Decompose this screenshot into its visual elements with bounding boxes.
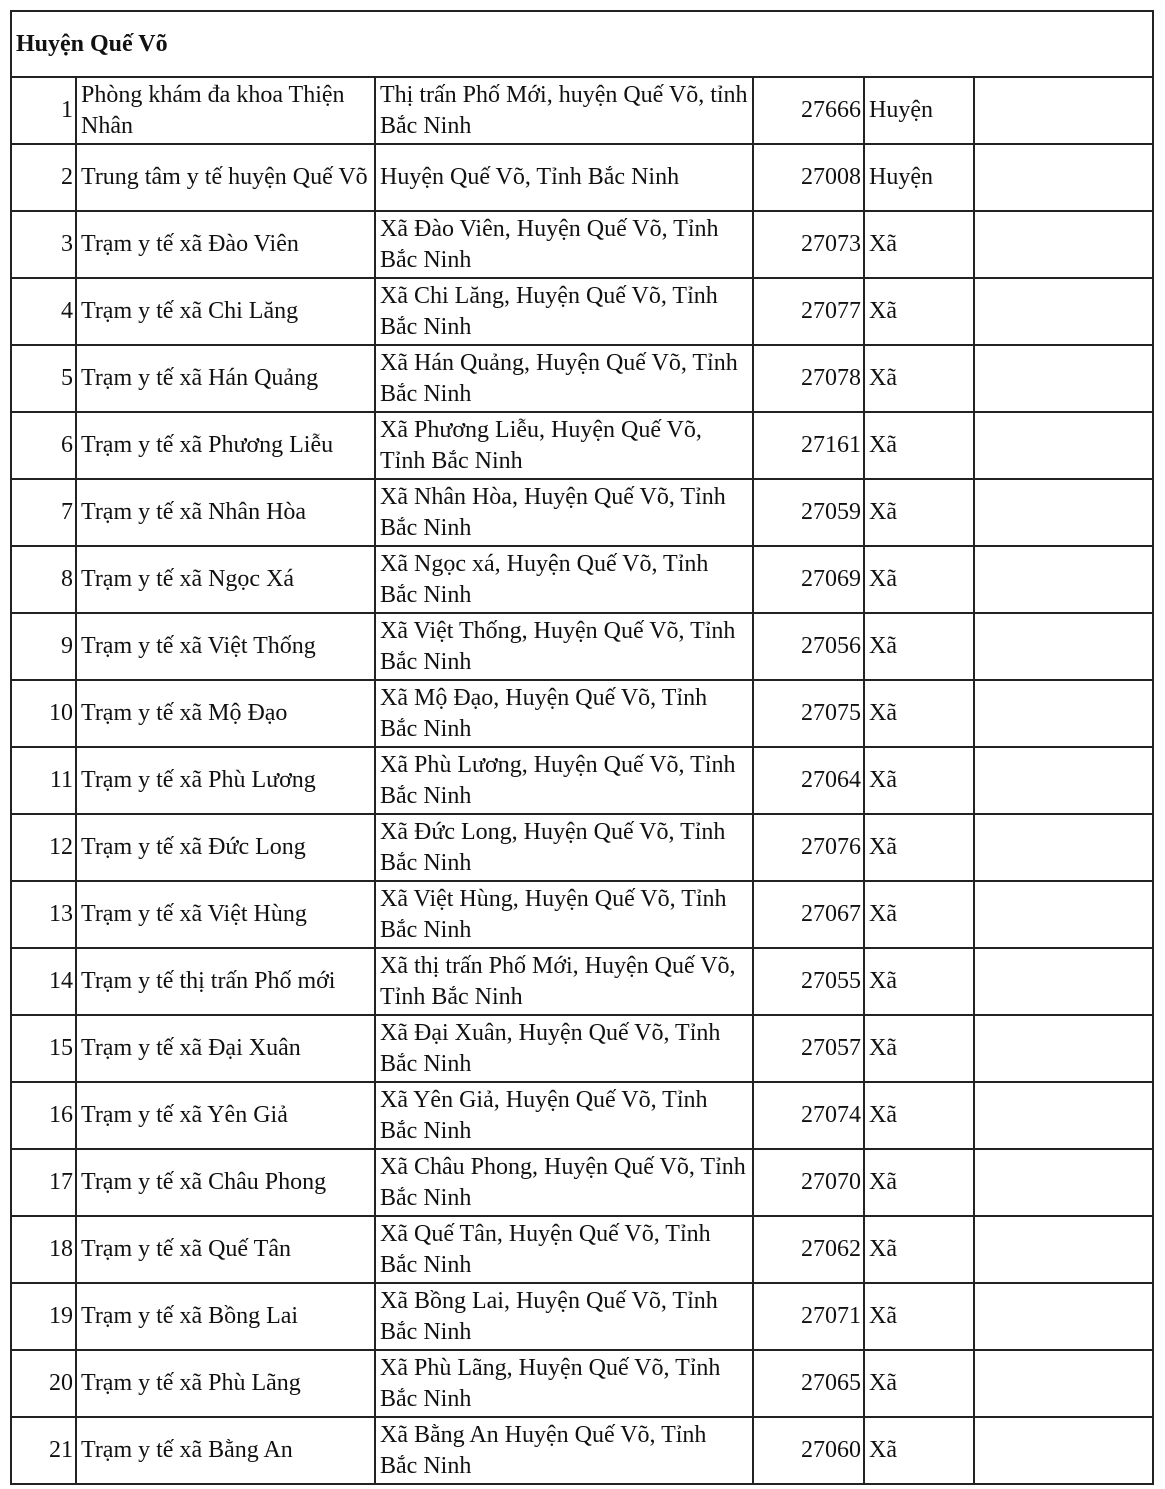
facility-name-cell: Trạm y tế xã Phương Liễu xyxy=(76,412,375,479)
row-number-cell: 4 xyxy=(11,278,76,345)
level-cell: Xã xyxy=(864,613,974,680)
level-cell: Xã xyxy=(864,881,974,948)
note-cell xyxy=(974,278,1153,345)
address-cell: Xã Đào Viên, Huyện Quế Võ, Tỉnh Bắc Ninh xyxy=(375,211,753,278)
facility-code-cell: 27059 xyxy=(753,479,864,546)
address-cell: Xã Mộ Đạo, Huyện Quế Võ, Tỉnh Bắc Ninh xyxy=(375,680,753,747)
row-number-cell: 19 xyxy=(11,1283,76,1350)
note-cell xyxy=(974,412,1153,479)
document-sheet xyxy=(10,10,1152,1485)
facility-code-cell: 27056 xyxy=(753,613,864,680)
note-cell xyxy=(974,881,1153,948)
level-cell: Xã xyxy=(864,1149,974,1216)
facility-code-cell: 27161 xyxy=(753,412,864,479)
table-row xyxy=(11,278,1153,345)
facility-name-cell: Trung tâm y tế huyện Quế Võ xyxy=(76,144,375,211)
level-cell: Xã xyxy=(864,1283,974,1350)
address-cell: Xã Chi Lăng, Huyện Quế Võ, Tỉnh Bắc Ninh xyxy=(375,278,753,345)
row-number-cell: 21 xyxy=(11,1417,76,1484)
level-cell: Xã xyxy=(864,479,974,546)
table-row xyxy=(11,1283,1153,1350)
row-number-cell: 5 xyxy=(11,345,76,412)
address-cell: Thị trấn Phố Mới, huyện Quế Võ, tỉnh Bắc Ninh xyxy=(375,77,753,144)
row-number-cell: 10 xyxy=(11,680,76,747)
table-row xyxy=(11,613,1153,680)
level-cell: Xã xyxy=(864,345,974,412)
note-cell xyxy=(974,479,1153,546)
facility-name-cell: Trạm y tế xã Đại Xuân xyxy=(76,1015,375,1082)
row-number-cell: 11 xyxy=(11,747,76,814)
level-cell: Xã xyxy=(864,1015,974,1082)
facility-code-cell: 27067 xyxy=(753,881,864,948)
address-cell: Xã Việt Hùng, Huyện Quế Võ, Tỉnh Bắc Ninh xyxy=(375,881,753,948)
level-cell: Xã xyxy=(864,680,974,747)
note-cell xyxy=(974,1283,1153,1350)
address-cell: Xã Nhân Hòa, Huyện Quế Võ, Tỉnh Bắc Ninh xyxy=(375,479,753,546)
row-number-cell: 2 xyxy=(11,144,76,211)
row-number-cell: 12 xyxy=(11,814,76,881)
level-cell: Xã xyxy=(864,948,974,1015)
level-cell: Xã xyxy=(864,1350,974,1417)
address-cell: Xã Châu Phong, Huyện Quế Võ, Tỉnh Bắc Ninh xyxy=(375,1149,753,1216)
facility-name-cell: Trạm y tế xã Nhân Hòa xyxy=(76,479,375,546)
facility-code-cell: 27060 xyxy=(753,1417,864,1484)
row-number-cell: 18 xyxy=(11,1216,76,1283)
facility-name-cell: Trạm y tế xã Đức Long xyxy=(76,814,375,881)
facility-name-cell: Phòng khám đa khoa Thiện Nhân xyxy=(76,77,375,144)
address-cell: Xã Đức Long, Huyện Quế Võ, Tỉnh Bắc Ninh xyxy=(375,814,753,881)
address-cell: Xã Việt Thống, Huyện Quế Võ, Tỉnh Bắc Ninh xyxy=(375,613,753,680)
row-number-cell: 3 xyxy=(11,211,76,278)
row-number-cell: 17 xyxy=(11,1149,76,1216)
note-cell xyxy=(974,77,1153,144)
table-row xyxy=(11,412,1153,479)
level-cell: Huyện xyxy=(864,77,974,144)
row-number-cell: 15 xyxy=(11,1015,76,1082)
facility-code-cell: 27057 xyxy=(753,1015,864,1082)
level-cell: Xã xyxy=(864,1216,974,1283)
facility-name-cell: Trạm y tế xã Quế Tân xyxy=(76,1216,375,1283)
level-cell: Xã xyxy=(864,211,974,278)
address-cell: Xã Phù Lãng, Huyện Quế Võ, Tỉnh Bắc Ninh xyxy=(375,1350,753,1417)
row-number-cell: 9 xyxy=(11,613,76,680)
level-cell: Xã xyxy=(864,546,974,613)
facility-name-cell: Trạm y tế xã Châu Phong xyxy=(76,1149,375,1216)
row-number-cell: 14 xyxy=(11,948,76,1015)
address-cell: Xã Phương Liễu, Huyện Quế Võ, Tỉnh Bắc Ninh xyxy=(375,412,753,479)
note-cell xyxy=(974,613,1153,680)
district-title: Huyện Quế Võ xyxy=(11,11,1153,77)
note-cell xyxy=(974,345,1153,412)
facility-code-cell: 27077 xyxy=(753,278,864,345)
note-cell xyxy=(974,1350,1153,1417)
facility-code-cell: 27055 xyxy=(753,948,864,1015)
address-cell: Xã Hán Quảng, Huyện Quế Võ, Tỉnh Bắc Ninh xyxy=(375,345,753,412)
address-cell: Huyện Quế Võ, Tỉnh Bắc Ninh xyxy=(375,144,753,211)
facility-code-cell: 27064 xyxy=(753,747,864,814)
note-cell xyxy=(974,144,1153,211)
table-row xyxy=(11,948,1153,1015)
facility-code-cell: 27076 xyxy=(753,814,864,881)
facility-code-cell: 27075 xyxy=(753,680,864,747)
table-row xyxy=(11,1015,1153,1082)
facility-code-cell: 27070 xyxy=(753,1149,864,1216)
level-cell: Xã xyxy=(864,1417,974,1484)
note-cell xyxy=(974,814,1153,881)
table-row xyxy=(11,345,1153,412)
facility-code-cell: 27078 xyxy=(753,345,864,412)
level-cell: Xã xyxy=(864,278,974,345)
address-cell: Xã Phù Lương, Huyện Quế Võ, Tỉnh Bắc Ninh xyxy=(375,747,753,814)
table-row xyxy=(11,680,1153,747)
note-cell xyxy=(974,948,1153,1015)
facility-code-cell: 27666 xyxy=(753,77,864,144)
facility-code-cell: 27071 xyxy=(753,1283,864,1350)
facility-name-cell: Trạm y tế xã Chi Lăng xyxy=(76,278,375,345)
facility-name-cell: Trạm y tế xã Phù Lương xyxy=(76,747,375,814)
table-row xyxy=(11,211,1153,278)
table-row xyxy=(11,77,1153,144)
facility-name-cell: Trạm y tế xã Việt Hùng xyxy=(76,881,375,948)
table-title-row xyxy=(11,11,1153,77)
facility-name-cell: Trạm y tế xã Hán Quảng xyxy=(76,345,375,412)
table-row xyxy=(11,1350,1153,1417)
level-cell: Huyện xyxy=(864,144,974,211)
note-cell xyxy=(974,1015,1153,1082)
table-row xyxy=(11,546,1153,613)
table-row xyxy=(11,814,1153,881)
facility-name-cell: Trạm y tế xã Phù Lãng xyxy=(76,1350,375,1417)
note-cell xyxy=(974,1149,1153,1216)
row-number-cell: 1 xyxy=(11,77,76,144)
table-row xyxy=(11,1216,1153,1283)
row-number-cell: 20 xyxy=(11,1350,76,1417)
table-row xyxy=(11,1417,1153,1484)
row-number-cell: 16 xyxy=(11,1082,76,1149)
level-cell: Xã xyxy=(864,747,974,814)
facility-table xyxy=(10,10,1154,1485)
facility-name-cell: Trạm y tế thị trấn Phố mới xyxy=(76,948,375,1015)
facility-name-cell: Trạm y tế xã Bằng An xyxy=(76,1417,375,1484)
row-number-cell: 8 xyxy=(11,546,76,613)
note-cell xyxy=(974,1417,1153,1484)
facility-code-cell: 27062 xyxy=(753,1216,864,1283)
note-cell xyxy=(974,680,1153,747)
note-cell xyxy=(974,211,1153,278)
row-number-cell: 13 xyxy=(11,881,76,948)
facility-code-cell: 27073 xyxy=(753,211,864,278)
facility-code-cell: 27074 xyxy=(753,1082,864,1149)
facility-name-cell: Trạm y tế xã Mộ Đạo xyxy=(76,680,375,747)
address-cell: Xã Bằng An Huyện Quế Võ, Tỉnh Bắc Ninh xyxy=(375,1417,753,1484)
facility-name-cell: Trạm y tế xã Việt Thống xyxy=(76,613,375,680)
address-cell: Xã Ngọc xá, Huyện Quế Võ, Tỉnh Bắc Ninh xyxy=(375,546,753,613)
note-cell xyxy=(974,546,1153,613)
facility-name-cell: Trạm y tế xã Yên Giả xyxy=(76,1082,375,1149)
note-cell xyxy=(974,1216,1153,1283)
address-cell: Xã thị trấn Phố Mới, Huyện Quế Võ, Tỉnh Bắc Ninh xyxy=(375,948,753,1015)
table-row xyxy=(11,1149,1153,1216)
row-number-cell: 6 xyxy=(11,412,76,479)
facility-code-cell: 27008 xyxy=(753,144,864,211)
level-cell: Xã xyxy=(864,1082,974,1149)
table-row xyxy=(11,1082,1153,1149)
facility-code-cell: 27065 xyxy=(753,1350,864,1417)
facility-name-cell: Trạm y tế xã Bồng Lai xyxy=(76,1283,375,1350)
address-cell: Xã Yên Giả, Huyện Quế Võ, Tỉnh Bắc Ninh xyxy=(375,1082,753,1149)
table-row xyxy=(11,747,1153,814)
facility-name-cell: Trạm y tế xã Đào Viên xyxy=(76,211,375,278)
level-cell: Xã xyxy=(864,814,974,881)
facility-code-cell: 27069 xyxy=(753,546,864,613)
row-number-cell: 7 xyxy=(11,479,76,546)
note-cell xyxy=(974,747,1153,814)
address-cell: Xã Bồng Lai, Huyện Quế Võ, Tỉnh Bắc Ninh xyxy=(375,1283,753,1350)
address-cell: Xã Quế Tân, Huyện Quế Võ, Tỉnh Bắc Ninh xyxy=(375,1216,753,1283)
facility-name-cell: Trạm y tế xã Ngọc Xá xyxy=(76,546,375,613)
level-cell: Xã xyxy=(864,412,974,479)
table-row xyxy=(11,881,1153,948)
address-cell: Xã Đại Xuân, Huyện Quế Võ, Tỉnh Bắc Ninh xyxy=(375,1015,753,1082)
note-cell xyxy=(974,1082,1153,1149)
table-row xyxy=(11,479,1153,546)
table-row xyxy=(11,144,1153,211)
